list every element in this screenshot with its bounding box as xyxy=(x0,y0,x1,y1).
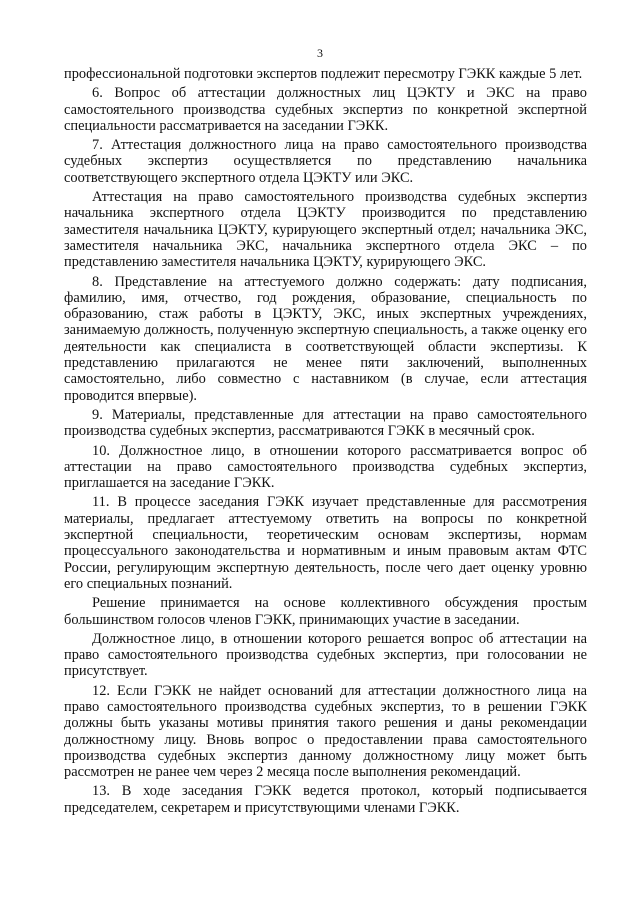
paragraph-item-11: 11. В процессе заседания ГЭКК изучает представленные для рассмотрения материалы, предлагает аттестуемому ответить на вопросы по конкретной экспертной специальности, теоретическим основам экспертизы, нормам процессуального законодательства и нормативным и иным правовым актам ФТС России, регулирующим экспертную деятельность, после чего дает оценку уровню его специальных познаний. xyxy=(64,494,587,592)
paragraph-item-8: 8. Представление на аттестуемого должно содержать: дату подписания, фамилию, имя, отчество, год рождения, образование, специальность по образованию, стаж работы в ЦЭКТУ, ЭКС, иных экспертных учреждениях, занимаемую должность, полученную экспертную специальность, а также оценку его деятельности как специалиста в соответствующей области экспертизы. К представлению прилагаются не менее пяти заключений, выполненных самостоятельно, либо совместно с наставником (в случае, если аттестация проводится впервые). xyxy=(64,273,587,404)
paragraph-item-7-continued: Аттестация на право самостоятельного производства судебных экспертиз начальника экспертного отдела ЦЭКТУ производится по представлению заместителя начальника ЦЭКТУ, курирующего экспертный отдел; начальника ЭКС, заместителя начальника ЭКС, начальника экспертного отдела ЭКС – по представлению заместителя начальника ЦЭКТУ, курирующего ЭКС. xyxy=(64,189,587,271)
paragraph-item-9: 9. Материалы, представленные для аттестации на право самостоятельного производства судебных экспертиз, рассматриваются ГЭКК в месячный срок. xyxy=(64,406,587,440)
paragraph-item-11-decision: Решение принимается на основе коллективного обсуждения простым большинством голосов членов ГЭКК, принимающих участие в заседании. xyxy=(64,595,587,628)
paragraph-item-7: 7. Аттестация должностного лица на право самостоятельного производства судебных экспертиз осуществляется по представлению начальника соответствующего экспертного отдела ЦЭКТУ или ЭКС. xyxy=(64,137,587,186)
paragraph-item-6: 6. Вопрос об аттестации должностных лиц ЦЭКТУ и ЭКС на право самостоятельного производства судебных экспертиз по конкретной экспертной специальности рассматривается на заседании ГЭКК. xyxy=(64,85,587,134)
page-number: 3 xyxy=(317,46,323,60)
paragraph-continuation: профессиональной подготовки экспертов подлежит пересмотру ГЭКК каждые 5 лет. xyxy=(64,66,583,82)
document-body xyxy=(64,66,587,819)
paragraph-item-12: 12. Если ГЭКК не найдет оснований для аттестации должностного лица на право самостоятельного производства судебных экспертиз, то в решении ГЭКК должны быть указаны мотивы принятия такого решения и даны рекомендации должностному лицу. Вновь вопрос о предоставлении права самостоятельного производства судебных экспертиз данному должностному лицу может быть рассмотрен не ранее чем через 2 месяца после выполнения рекомендаций. xyxy=(64,682,587,781)
paragraph-item-13: 13. В ходе заседания ГЭКК ведется протокол, который подписывается председателем, секретарем и присутствующими членами ГЭКК. xyxy=(64,783,587,816)
paragraph-item-11-voting: Должностное лицо, в отношении которого решается вопрос об аттестации на право самостоятельного производства судебных экспертиз, при голосовании не присутствует. xyxy=(64,630,587,680)
paragraph-item-10: 10. Должностное лицо, в отношении которого рассматривается вопрос об аттестации на право самостоятельного производства судебных экспертиз, приглашается на заседание ГЭКК. xyxy=(64,442,587,492)
